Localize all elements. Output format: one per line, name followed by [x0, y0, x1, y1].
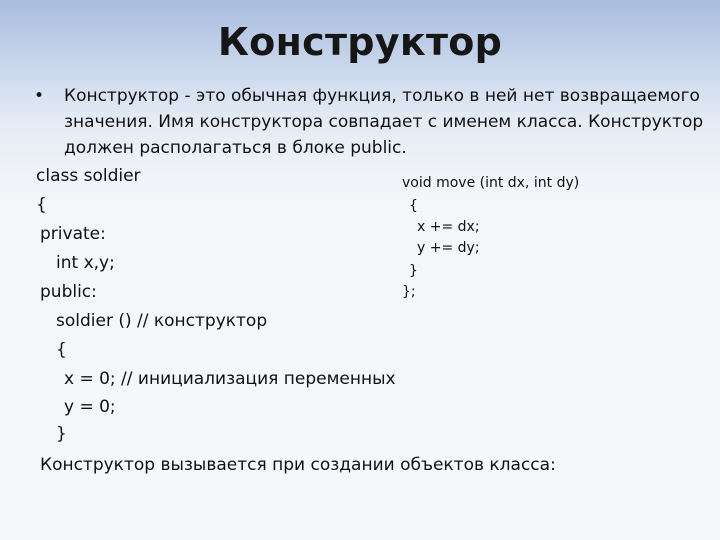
code-line-public: public:: [40, 282, 97, 302]
footer-text: Конструктор вызывается при создании объектов класса:: [40, 455, 556, 475]
slide-title: Конструктор: [217, 20, 503, 64]
code-line-class-decl: class soldier: [36, 166, 141, 186]
code-line-move-y: y += dy;: [417, 240, 480, 256]
code-line-move-signature: void move (int dx, int dy): [402, 175, 580, 191]
intro-line-3: должен располагаться в блоке public.: [64, 138, 407, 158]
code-line-move-open: {: [409, 198, 418, 214]
code-line-ctor-open: {: [56, 340, 67, 360]
bullet-marker: •: [34, 86, 45, 106]
code-line-class-end: };: [402, 284, 416, 300]
code-line-move-x: x += dx;: [417, 219, 480, 235]
code-line-private: private:: [40, 224, 106, 244]
code-line-init-y: y = 0;: [64, 397, 116, 417]
code-line-fields: int x,y;: [56, 253, 115, 273]
code-line-init-x: x = 0; // инициализация переменных: [64, 369, 396, 389]
intro-line-2: значения. Имя конструктора совпадает с именем класса. Конструктор: [64, 112, 704, 132]
code-line-move-close: }: [409, 263, 418, 279]
code-line-open-brace: {: [36, 195, 47, 215]
intro-line-1: Конструктор - это обычная функция, только в ней нет возвращаемого: [64, 86, 700, 106]
code-line-constructor: soldier () // конструктор: [56, 311, 268, 331]
code-line-ctor-close: }: [56, 424, 67, 444]
